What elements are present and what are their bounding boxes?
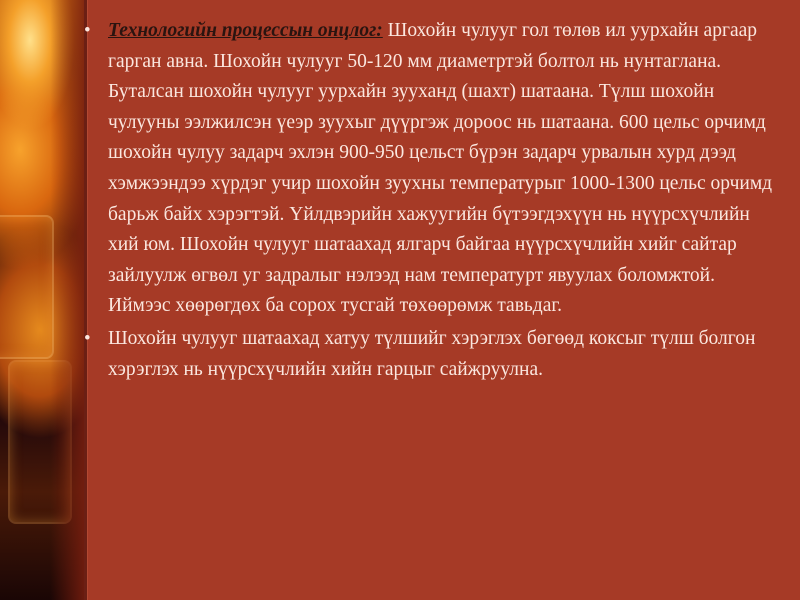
bullet-lead-heading: Технологийн процессын онцлог: [108, 20, 383, 41]
bullet-text: Шохойн чулууг гол төлөв ил уурхайн аргаар гарган авна. Шохойн чулууг 50-120 мм диаметртэй болтол нь нунтаглана. Буталсан шохойн чулууг уурхайн зууханд (шахт) шатаана. Түлш шохойн чулууны ээлжилсэн үеэр зуухыг дүүргэж дороос нь шатаана. 600 цельс орчимд шохойн чулуу задарч эхлэн 900-950 цельст бүрэн задарч урвалын хурд дээд хэмжээндээ хүрдэг учир шохойн зуухны температурыг 1000-1300 цельс орчимд барьж байх хэрэгтэй. Үйлдвэрийн хажуугийн бүтээгдэхүүн нь нүүрсхүчлийн хий юм. Шохойн чулууг шатаахад ялгарч байгаа нүүрсхүчлийн хийг сайтар зайлуулж өгвөл уг задралыг нэлээд нам температурт явуулах боломжтой. Иймээс хөөрөгдөх ба сорох тусгай төхөөрөмж тавьдаг. [108, 20, 773, 317]
slide-content [84, 16, 774, 387]
bullet-dot-icon: • [84, 20, 91, 41]
bullet-list [84, 16, 774, 385]
bullet-item [84, 16, 774, 322]
decorative-side-photo [0, 0, 84, 600]
bullet-item [84, 324, 774, 385]
bullet-text: Шохойн чулууг шатаахад хатуу түлшийг хэрэглэх бөгөөд коксыг түлш болгон хэрэглэх нь нүүрсхүчлийн хийн гарцыг сайжруулна. [108, 327, 756, 380]
bullet-dot-icon: • [84, 327, 91, 349]
photo-edge-shade [0, 0, 84, 600]
